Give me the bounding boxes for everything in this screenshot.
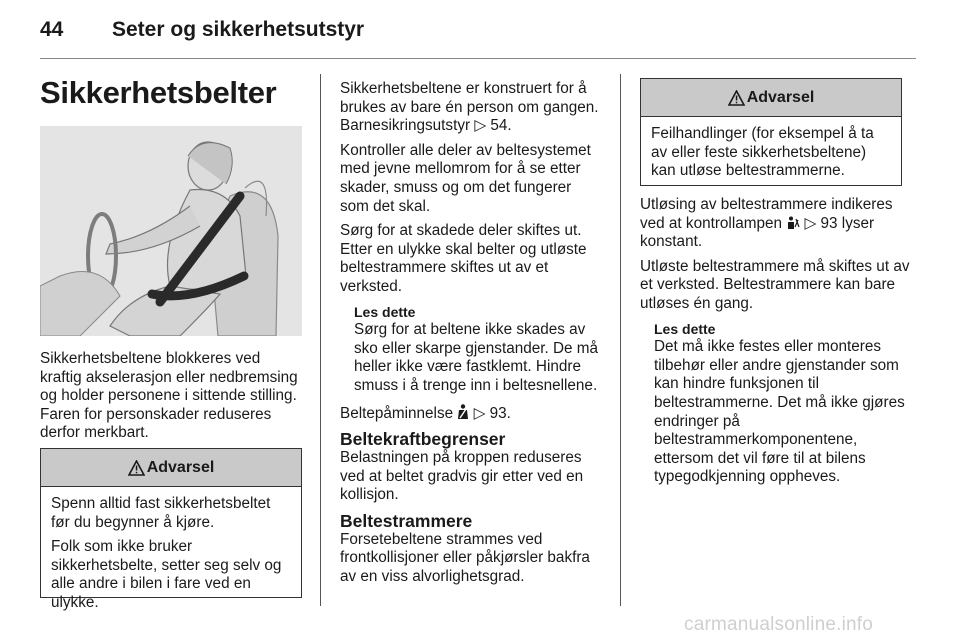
warning-box-2 [640, 78, 902, 186]
note-title: Les dette [354, 303, 416, 320]
note-block [640, 320, 916, 487]
column-1 [40, 350, 306, 449]
page-reference-arrow-icon: ▷ [804, 214, 817, 232]
seatbelt-illustration [40, 126, 302, 336]
column-3 [640, 196, 916, 495]
page-number: 44 [40, 18, 64, 41]
indicator-paragraph: Utløsing av beltestrammere indikeres ved at kontrollampen ▷ 93 lyser konstant. [640, 196, 893, 251]
warning-body [41, 487, 301, 625]
column-divider-1 [320, 74, 321, 606]
watermark: carmanualsonline.info [684, 614, 874, 635]
note-text: Sørg for at beltene ikke skades av sko eller skarpe gjenstander. De må heller ikke være fastklemt. Hindre smuss i å trenge inn i beltesnellene. [354, 321, 599, 394]
page-reference-arrow-icon: ▷ [474, 117, 487, 135]
warning-triangle-icon [728, 90, 745, 106]
column-divider-2 [620, 74, 621, 606]
replacement-paragraph: Utløste beltestrammere må skiftes ut av et verksted. Beltestrammere kan bare utløses én gang. [640, 257, 910, 312]
section-title: Sikkerhetsbelter [40, 75, 277, 110]
warning-header [41, 449, 301, 487]
belt-tensioner-lamp-icon [786, 216, 800, 230]
warning-text-1: Spenn alltid fast sikkerhetsbeltet før du begynner å kjøre. [51, 495, 271, 531]
tensioners-text: Forsetebeltene strammes ved frontkollisjoner eller påkjørsler bakfra av en viss alvorlighetsgrad. [340, 530, 590, 586]
note-block [340, 303, 604, 396]
warning-text-2: Folk som ikke bruker sikkerhetsbelte, setter seg selv og alle andre i bilen i fare ved en ulykke. [51, 538, 282, 611]
page-reference-arrow-icon: ▷ [473, 404, 486, 422]
warning-title: Advarsel [146, 458, 215, 476]
note-text: Det må ikke festes eller monteres tilbehør eller andre gjenstander som kan hindre funksjonen til beltestrammerne. Det må ikke gjøres endringer på beltestrammerkomponentene, ettersom det vil føre til at bilens typegodkjenning oppheves. [654, 338, 905, 486]
page-reference[interactable]: 93 lyser [820, 214, 875, 232]
usage-paragraph: Sikkerhetsbeltene er konstruert for å brukes av bare én person om gangen. Barnesikringsutstyr ▷ 54. [340, 80, 599, 135]
reminder-paragraph: Beltepåminnelse ▷ 93. [340, 404, 511, 422]
seatbelt-reminder-icon [457, 404, 469, 420]
driver-seatbelt-figure [40, 126, 302, 336]
force-limiter-text: Belastningen på kroppen reduseres ved at beltet gradvis gir etter ved en kollisjon. [340, 449, 584, 504]
subheading-force-limiter: Beltekraftbegrenser [340, 429, 506, 450]
inspection-paragraph: Kontroller alle deler av beltesystemet med jevne mellomrom for å se etter skader, smuss og om det fungerer som det skal. [340, 141, 591, 215]
warning-text-1: Feilhandlinger (for eksempel å ta av eller feste sikkerhetsbeltene) kan utløse beltestrammerne. [651, 125, 874, 180]
page-reference[interactable]: 93. [489, 404, 511, 422]
page-header [40, 18, 364, 42]
note-title: Les dette [654, 320, 716, 337]
header-rule [40, 58, 916, 59]
page-reference[interactable]: 54. [490, 117, 512, 135]
warning-header [641, 79, 901, 117]
column-2 [340, 80, 604, 593]
warning-body [641, 117, 901, 193]
warning-triangle-icon [128, 460, 145, 476]
intro-paragraph: Sikkerhetsbeltene blokkeres ved kraftig akselerasjon eller nedbremsing og holder personene i sittende stilling. Faren for personskader reduseres derfor merkbart. [40, 350, 298, 442]
warning-title: Advarsel [746, 88, 815, 106]
warning-box-1 [40, 448, 302, 611]
subheading-tensioners: Beltestrammere [340, 510, 473, 531]
replacement-paragraph: Sørg for at skadede deler skiftes ut. Etter en ulykke skal belter og utløste beltestrammere skiftes ut av et verksted. [340, 222, 587, 295]
chapter-title: Seter og sikkerhetsutstyr [112, 18, 365, 41]
